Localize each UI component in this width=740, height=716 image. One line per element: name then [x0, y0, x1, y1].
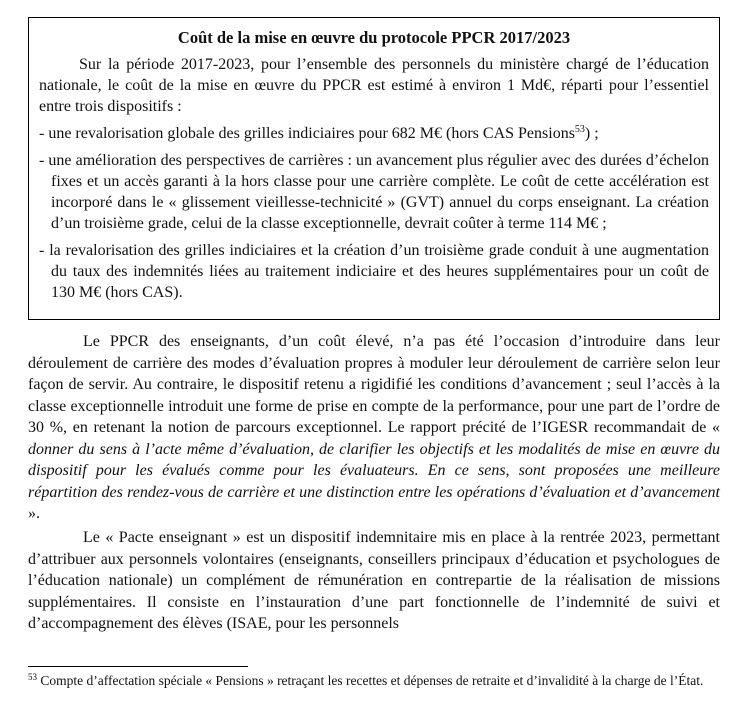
box-intro: Sur la période 2017-2023, pour l’ensemble des personnels du ministère chargé de l’éducation nationale, le coût de la mise en œuvre du PPCR est estimé à environ 1 Md€, réparti pour l’essentiel entre trois dispositifs : — [39, 56, 709, 115]
cost-info-box — [28, 17, 720, 320]
box-bullet-1 — [39, 123, 709, 144]
footnote-separator — [28, 666, 248, 667]
paragraph-text: Le « Pacte enseignant » est un dispositif indemnitaire mis en place à la rentrée 2023, permettant d’attribuer aux personnels volontaires (enseignants, conseillers principaux d’éducation et psychologues de l’éducation nationale) un complément de rémunération en contrepartie de la réalisation de missions supplémentaires. Il consiste en l’instauration d’une part fonctionnelle de l’indemnité de suivi et d’accompagnement des élèves (ISAE, pour les personnels — [28, 529, 720, 632]
footnote-ref-53[interactable]: 53 — [574, 124, 585, 135]
paragraph-pacte-enseignant — [28, 527, 720, 635]
bullet-text-after: ) ; — [584, 125, 599, 142]
footnote-53 — [28, 672, 720, 690]
footnote-text: Compte d’affectation spéciale « Pensions » retraçant les recettes et dépenses de retraite et d’invalidité à la charge de l’État. — [37, 673, 704, 688]
box-bullet-3: - la revalorisation des grilles indiciaires et la création d’un troisième grade conduit à une augmentation du taux des indemnités liées au traitement indiciaire et des heures supplémentaires pour un coût de 130 M€ (hors CAS). — [39, 242, 709, 301]
box-title: Coût de la mise en œuvre du protocole PPCR 2017/2023 — [177, 28, 571, 47]
paragraph-text: Le PPCR des enseignants, d’un coût élevé, n’a pas été l’occasion d’introduire dans leur déroulement de carrière des modes d’évaluation propres à moduler leur déroulement de carrière selon leur façon de servir. Au contraire, le dispositif retenu a rigidifié les conditions d’avancement ; seul l’accès à la classe exceptionnelle introduit une forme de prise en compte de la performance, pour une part de l’ordre de 30 %, en retenant la notion de parcours exceptionnel. Le rapport précité de l’IGESR recommandait de « — [28, 333, 720, 436]
paragraph-text-end: ». — [28, 505, 40, 522]
bullet-text: - une revalorisation globale des grilles indiciaires pour 682 M€ (hors CAS Pensions — [39, 125, 575, 142]
paragraph-quote: donner du sens à l’acte même d’évaluation, de clarifier les objectifs et les modalités de mise en œuvre du dispositif pour les évalués comme pour les évaluateurs. En ce sens, sont proposées une meilleure répartition des rendez-vous de carrière et une distinction entre les opérations d’évaluation et d’avancement — [28, 440, 720, 501]
box-bullet-2: - une amélioration des perspectives de carrières : un avancement plus régulier avec des durées d’échelon fixes et un accès garanti à la hors classe pour une carrière complète. Le coût de cette accélération est incorporé dans le « glissement vieillesse-technicité » (GVT) annuel du corps enseignant. La création d’un troisième grade, celui de la classe exceptionnelle, devrait coûter à terme 114 M€ ; — [39, 152, 709, 232]
paragraph-ppcr-evaluation — [28, 331, 720, 525]
footnote-number: 53 — [28, 672, 37, 682]
